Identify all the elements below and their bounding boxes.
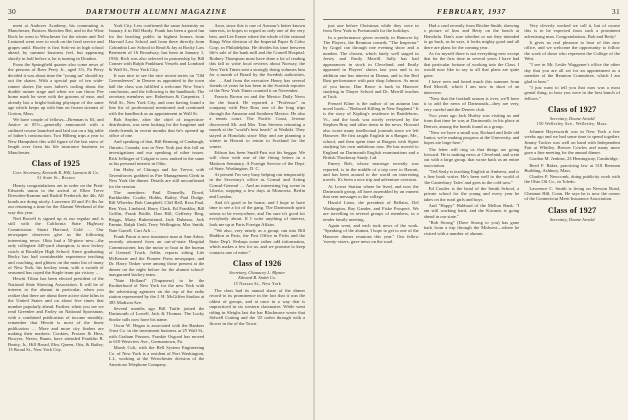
body-paragraph: "Now we have a small son, Richard and little old Junior, we're making progress at the University, and hopes are large here." (423, 129, 520, 146)
body-paragraph: Ned Bowell is signed up at our regular and is still with the California State Highway Commission. Stuart Harvard, Cold … Our newspaper observers give us the following interesting news: Ohio had a 50-piece new—the only collegiate 440-yard champion, is now lockey coach at Brooklyn High School. Since graduating Becky has had considerable experience teaching and coaching, and glitters on the main list of many of New York, his hockey team, with a swarth of seasoned has coped the Staple team pia victory … (8, 215, 104, 276)
secretary-line: Secretary, Doane Arnold (549, 116, 595, 122)
address-line: 150 Wellesley Ave., Wellesley, Mass. (536, 121, 608, 127)
body-paragraph: Again went, and each took news of the work. "Speaking of the alumni, I hope to get to one of the Hanover dinner reunions this year." Our fellow 'twenty-sixers, gave news on the road. (323, 222, 419, 245)
text-column (524, 23, 620, 416)
text-column (209, 23, 305, 416)
body-paragraph: Harold Lions, the president of Bellairs, Del Washington, Ray Gander, and Fiske Prospect. We are travelling in several groups of members, in a tender family meeting. (323, 200, 419, 222)
class-heading: Class of 1925 (31, 159, 81, 169)
body-paragraph: "Now that the football season is over, we'll have it to add the news of Dartmouth—they are very, very careful and the Denver club. (423, 95, 520, 112)
body-paragraph: "We also, very nearly as a group, ran into Bill Haddon at Paris, the Post Office in Ficks and the State Dep't. Perhaps some rather odd information, which makes a few for us, and we promise to keep contacts one of mine." (209, 227, 306, 255)
body-paragraph: Emery Belt, whose marriage recently was reported, is in the middle of a trip over to Hawaii, and has been around to the world on interesting travels. It's been a nice trip and adventure overseas. (323, 161, 419, 183)
text-column (424, 23, 520, 416)
body-paragraph: Aron, since this is one of Armour's better known interests, in hopes to regard as only one of the very best, and Lee Eraser where the whole of the rational Kings Wise division of the Imperial Paper & Color Corp. in Philadelphia. He divides his time between life's sale of the bank mill and the Cornell Hospital. Rodney Thompson must have done a lot of reading this fall to write local reviews about Norway, the New York Times sent a strongly doing volumes him for a month of Brazil by the Swedish authorities, she … And from the executive Henry has several friends of years he has been in the Scottish reporter of the New York Times counted it on November. (209, 23, 306, 94)
body-paragraph: Gordon M. Jenkins, 23 Hemingway, Cambridge. (529, 156, 619, 162)
body-paragraph: just one before Christmas while they were in from New York to Portsmouth for the holidays. (323, 23, 419, 34)
class-heading: Class of 1927 (547, 205, 597, 215)
body-paragraph: Frank Paton is now insurance man at Ann Arbor, recently returned from an out-of-state Hospital Commissioner, has the motor or boat in the bureau of General Truck. Jeffin, reports sitting Life McKenzie and the Pioneer Press newspaper, and Dr. Harry Tinker were among those present at the dinner on the night before for the alumni school-inaugurated hockey team. (108, 233, 205, 277)
text-column (109, 23, 205, 416)
body-paragraph: "I just want to tell you that ours was a most genial thing, to hear you were in the best bunch of fellows." (524, 84, 621, 101)
body-paragraph: "Nate Holland" (Trapanese) to be the Brotherhood of New York for the new York with the advertising agencies on the top of the radio station represented by the J. H. McGiffen Studios at 385 Madison Ave. (108, 278, 205, 305)
body-paragraph: And "Happy" Hubbard of the Mellon Bank. "I am still working hard, and the Kiwanis is going ahead in our state." (423, 202, 520, 219)
body-paragraph: Bob Snyder, after the chief of inspection-distribution, was seen looking for the longtime and sheds-friends in recent months that he's opened up office of one. (108, 116, 205, 139)
body-paragraph: Reed F. Baker, practicing law at 518 Brennan Building, Ashbury, Mass. (524, 162, 621, 173)
body-paragraph: At present I'm very busy helping out temporarily in the Secretary's office as Consul and Acting Consul-General … And an interesting fog scene in Liberia, stopping a few days at Monrovia, Berlin and London. (209, 172, 306, 199)
address-line: 15 Nassau St., New York (233, 280, 282, 286)
body-paragraph: As for myself there is not everything new except that for the first time in several years I have had that particular fortune of working into the Class. I would now like to say to all that plans are quite gone. (423, 50, 520, 78)
body-paragraph: And it's good to be home, and I hope to have time to see a lot of the gang. The Dartmouth spirit seems to be everywhere, and I'm sure it's good for everybody about. If I write anything of interest, look me up at Paris Foreign Affairs. (209, 199, 306, 227)
body-paragraph: Francis Brown on and the Mexico Daily News for the board. He reported a "Professor" in company with Pete Ross one of the long trips through the Amazon and Southern Mexico. He also a tennis court. The Pacific Coast, Jerome discovered Mr. and Mrs. Tom Stevens returning a month at the "world's best beach" at Waikiki. They stayed at Honolulu since May and are planning a winter in Hawaii to return to Scotland for the winter. (209, 94, 306, 149)
right-page (315, 0, 628, 420)
secretary-line: Secretary, Doane Arnold (549, 216, 595, 222)
body-paragraph: Lawrence C. Smith is living on Newton Road, Chestnut Hill, Conn. He says he is now the owner of the Connecticut Merit Insurance Association. (524, 185, 621, 202)
body-paragraph: Charles P. Newcomb, doing publicity work with the Ohio Oil Co., in Toledo. (524, 174, 621, 185)
body-paragraph: Edison has been Small-Fust not his beggar. We will close with one of the fitting letters in a Mattoon Seminary. A Foreign Service of the Dept. of State, Washington, D. C. (209, 149, 306, 171)
body-paragraph: The members: Paul Donnelly, Dowd, Burkholder, Coulie, Hobbs, Bailey, Paul Dodge, Bill Wheeler, Bob Campbell, Cliff Bell, Ross Paul, Bert Yost, Lindsted, Harry Clark, Ed Franklin, Bill Griffin, Frank Bridle, Dan Hill, Gefferey Berg, Briggs, Marty Ruhenstrand, Jack Dubasso, Jack Fannin, Ralph Undi, Terry Wellington, Mac Smith, Nate Garrell, Curt Arlt … (108, 189, 205, 233)
body-paragraph: The class had its annual share of the dinner record to its prominence in the fact that it was the oldest of groups, and at once in a way that is unpracticed in six western classmates. While went riding in Sleighs last the bar Blackmore wrote that Sidwell Cutting and the '25 rodeo through with a flower in the of the Town. (209, 287, 306, 326)
body-paragraph: Had a card recently from Ritchie Smith, showing a picture of him and Betty on the beach at Honolulu. Dan's sure whether or not they intended to go back, as he says, it looks mighty good and all there are plans for the coming year. (423, 23, 520, 50)
text-columns (323, 23, 620, 416)
class-heading: Class of 1926 (232, 259, 282, 268)
body-paragraph: Hearty congratulations are in order on the Pratt-Edwards union to the arrival of Ellen Treve Drewden-Kramm and Rudolf Frederick the 4th. All bonds are doing nicely. Lawrence 20 and 4½ lbs for our returning a time for the Alumni Weekend of the way this year. (8, 182, 104, 215)
body-paragraph: Marsh Colt, with the Bell System Engineering Co. of New York is a resident of Port Washington, L.I., working at the Westchester division of the American Telephone Company. (108, 345, 205, 367)
secretary-line: Secretary, Chauncey L. Blymer (229, 270, 286, 275)
body-paragraph: In a performance given recently in Hanover by The Players, the Reunion comedy "The Inspector" by Gogol ran through one evening show and a number. The chosen, which lately well staged in Jersey and Emily Merrill. Sally has had appearances in stock in Cleveland, and Emily appeared in Players' shows last year and is in addition one has interest in Drama, and to the Red Rust performance with pair shop Johnson. As most of you know, Dan Bruce is back in Hanover studying in Thayer School and Dr. Merrill teaches at Tuck. (323, 34, 419, 100)
body-paragraph: Ed Coutler is the head of the Smith School, a private school for the young and every year he takes on the rural girls and boys. (423, 185, 520, 202)
header-rule (323, 19, 620, 20)
body-paragraph: The letter will ring us that things are going forward. He is making news at Cleveland, and went out with a large group, that wrote back as an entire association. (423, 146, 520, 168)
body-paragraph: We have couple of fellows—Brennan is 63, and Justice at 05½—generally announced with a cutlined course launched and laid out on a big table of father's construction. Two Hilberg trips a year to New Hampshire this wild figure of the last snow of length over from his life insurance business in Manchester. (8, 116, 104, 155)
left-page (0, 0, 313, 420)
body-paragraph: "I see in Mr. Leslie Waggoner's office the other day that you are all set for an appointment as a member of the Reunion Committee, which I am glad to hear." (524, 62, 621, 84)
body-paragraph: From the Springfield quarter also come news of the persons of Rees Perry Jr., aged 3½, Pa Perry decided it was about time the "young un" should try out the skates. With a special pair of ten wide-runner skates (he uses father's curling about the double runner stage and when we can throw Pee home mark he were with the grooms of ease, and already has a bright-looking physique of the same age which keeps up with him on frozen streams of Groton, Mass. (8, 61, 104, 116)
page-header (8, 6, 305, 18)
body-paragraph: Two years ago Jack Hurley was visiting us and from that time he was at Dartmouth, in his place at Denver, among the bonds found as a group. (423, 112, 520, 129)
body-paragraph: Very cleverly worked we call it, but of course this is to be expected from such a prominent advertising man. Congratulations, Bob and Betty! (524, 23, 621, 39)
body-paragraph: "Ted Sealy is teaching English at Amherst, and is a fine book writer. He's been well to the world of 'the Canterbury Tales' and goes in the cold now." (423, 168, 520, 185)
text-column (323, 23, 419, 416)
body-paragraph: Jim Haley of Chicago and Joe Trevor, with Taventforces grabbed as Fire Management Clerk in New York the dinner. Details are still unconfirmed for the session. (108, 167, 205, 189)
header-rule (8, 19, 305, 20)
page-number: 31 (611, 7, 620, 16)
page-number: 30 (8, 7, 17, 16)
running-title: DARTMOUTH ALUMNI MAGAZINE (85, 7, 228, 16)
body-paragraph: "Bob Strong" (Dave Strong to you) has gone back from a trip through the Midwest—where he visited with a number of alumni. (423, 219, 520, 236)
secretary-line: Corr. Secretary, Kenneth R. Hill, Lamson & Co. (12, 170, 99, 176)
body-paragraph: It was nice to see the nice recent series on "Old Greensleeves" in Denver as appointed to the town hall the class was fulfilled a welcome New Year's conclusion, and the following is the handbook: The secretary members are: Robertson & Carpenter, 1 Wall St., New York City, and ours having found a fine list of professional mentioned and continued with the handbook as an appointment in Wall St. (108, 72, 205, 116)
body-paragraph: At Lower Station where he lived, and now the Dartmouth group, all have assembled by an earnest that sent messages to the college. (323, 183, 419, 200)
body-paragraph: It gives us real pleasure to hear of this new office, and we welcome the opportunity to follow the work of those who represent the College of the West. (524, 39, 621, 62)
address-line: 31 State St., Boston (36, 175, 75, 181)
body-paragraph: Hewitt Tilton has been elected president of the National Slate Showing Association. It will be of interest to the alumni in particular, when you realize that there are about three active slate kilns in the United States and on about five times that number popularly ahead. Further, when you see we read Greenlee and Farley on National Sportsman, with a combined publication of income monthly, remember that Hewitt is most of the finest publication … More and more city finders are making their markets: Cookies, Prosses & Hess, Bowyer, Nevin, Baum, have attended Franklin B. Beatty, Jr., Hill Broad, Elm, Queen, Otis, & Bailey, 13 Broad St., New York City. (8, 276, 104, 353)
body-paragraph: ment at Andover Academy, his commuting is Manchester, Bristow Sketches Bet, and in the Wine Rock he went to Winchester for the winter and Ted Leatured went over to work on the food service and grapes until. Hooley is first Solo-rst in high school ahead, by summer business feel, but appearing shortly in half before a, he is turning in Dondon. (8, 23, 104, 61)
secretary-line: Edward B. Smith Co. (238, 275, 277, 281)
text-column (8, 23, 104, 416)
body-paragraph: And speaking of that, Bill Benning of Canbaugh, Ontario, Canada, was in New York just this fall on investigations and our speaking of other issues. Rich Jellinger of Colgate is now ranked in the same as his personal interest in Ohio. (108, 139, 205, 167)
body-paragraph: York City. Lew confirmed the same fraternity on January 4 in Bill Hardy. Frank has been a good fun for the bowling public in highest honors from Harvard Law School and from there directly from Columbia Law School to Read & Jay at Rocky Law Bernstein of 16 Broadway, has been in January 1, 1936. Rich was also selected in partnership by Bill Conner with Ralph Pankhurst Vessels and Lombard & Wall St., New York City. (108, 23, 205, 72)
body-paragraph: Johnnie Hayesworth was in New York a few weeks ago and we had some time to spend together. Jimmy Tucker was well on hand with Independent Fair at Whitley. Brewer Cowles and many more gave a fine meeting for the annual dinner. (524, 128, 621, 156)
text-columns (8, 23, 305, 416)
body-paragraph: Several months ago Bill Tuttle joined the Dartmouth of Lowell, Jack & Thomas. The Lucky Stroke calls now have his name. (108, 305, 205, 322)
class-heading: Class of 1927 (547, 105, 597, 115)
body-paragraph: Oscar W. Hegan is associated with the Bankers Trust Co. in the investment business at 25 Wall St., with Graham Parsons. Frankie Osgood has moved to 610 Westview Ave., Germantown, Pa. (108, 322, 205, 345)
body-paragraph: Frenzel Kline is the author of an autumn last novel book—"Reduced Killing in New England." It is the story of Kipling's residence in Brattleboro, Vt., and the book was nicely reviewed by the Stephen Bray and other items in the news. Howard also wrote many intellectual journals since we left Hanover. He first taught English in a Bangor, Me., school, and then spent time at Rutgers with Sipter studying his own ambitious tour. He has moved to England on Dartmouth English examinations and a British Thackeray Study, Ltd. (323, 100, 419, 161)
running-title: FEBRUARY, 1937 (436, 7, 507, 16)
body-paragraph: I have seen and heard much this summer from Red Morrill, which I am now in short of an interview. (423, 78, 520, 95)
page-header (323, 6, 620, 18)
